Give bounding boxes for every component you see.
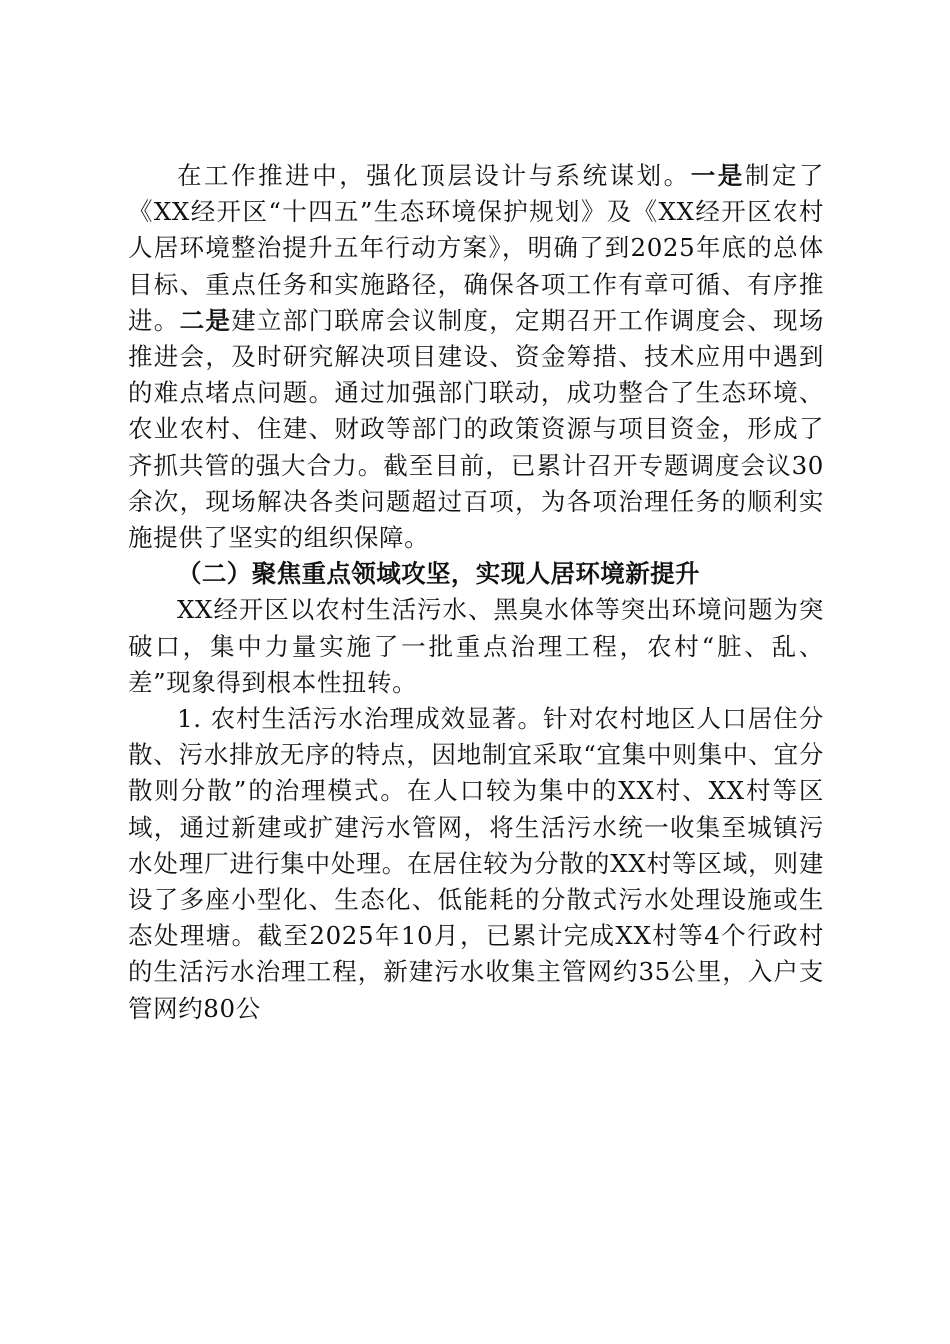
paragraph-intro [128,592,824,701]
section-heading: （二）聚焦重点领域攻坚，实现人居环境新提升 [177,559,700,589]
text-run: 建立部门联席会议制度，定期召开工作调度会、现场推进会，及时研究解决项目建设、资金筹措、技术应用中遇到的难点堵点问题。通过加强部门联动，成功整合了生态环境、农业农村、住建、财政等部门的政策资源与项目资金，形成了齐抓共管的强大合力。截至目前，已累计召开专题调度会议30余次，现场解决各类问题超过百项，为各项治理任务的顺利实施提供了坚实的组织保障。 [128,305,824,553]
text-run: XX经开区以农村生活污水、黑臭水体等突出环境问题为突破口，集中力量实施了一批重点治理工程，农村“脏、乱、差”现象得到根本性扭转。 [128,595,824,697]
bold-marker-first: 一是 [690,161,745,190]
bold-marker-second: 二是 [179,305,232,335]
paragraph-sewage-treatment [128,701,824,1027]
text-run: 在工作推进中，强化顶层设计与系统谋划。 [177,161,691,190]
document-body [128,158,824,1027]
text-run: 制定了《XX经开区“十四五”生态环境保护规划》及《XX经开区农村人居环境整治提升五年行动方案》，明确了到2025年底的总体目标、重点任务和实施路径，确保各项工作有章可循、有序推进。 [128,161,824,335]
paragraph-top-level-design [128,158,824,556]
text-run: 1. 农村生活污水治理成效显著。针对农村地区人口居住分散、污水排放无序的特点，因地制宜采取“宜集中则集中、宜分散则分散”的治理模式。在人口较为集中的XX村、XX村等区域，通过新建或扩建污水管网，将生活污水统一收集至城镇污水处理厂进行集中处理。在居住较为分散的XX村等区域，则建设了多座小型化、生态化、低能耗的分散式污水处理设施或生态处理塘。截至2025年10月，已累计完成XX村等4个行政村的生活污水治理工程，新建污水收集主管网约35公里，入户支管网约80公 [128,704,824,1023]
